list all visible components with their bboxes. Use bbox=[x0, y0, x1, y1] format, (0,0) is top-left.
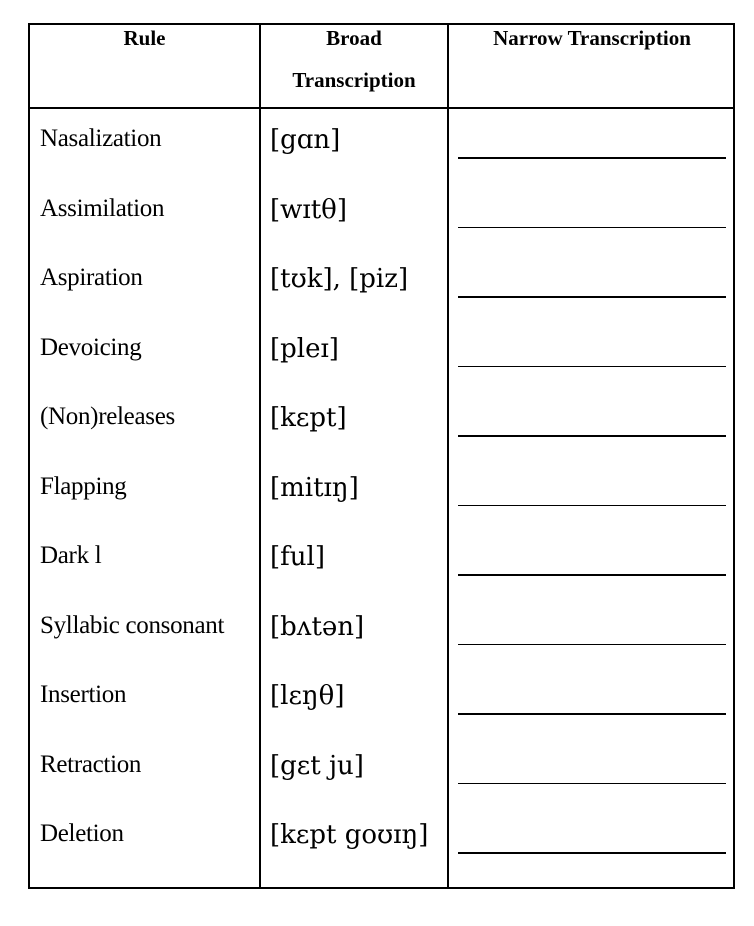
rule-name: Flapping bbox=[40, 472, 127, 500]
broad-transcription: [tʊk], [piz] bbox=[270, 264, 409, 294]
narrow-transcription-blank[interactable] bbox=[458, 644, 726, 646]
rule-name: Aspiration bbox=[40, 264, 143, 291]
rule-name: Assimilation bbox=[40, 194, 165, 222]
header-broad-line1: Broad bbox=[326, 26, 382, 50]
broad-transcription: [mitɪŋ] bbox=[270, 472, 359, 503]
table-row bbox=[30, 542, 733, 612]
broad-transcription: [lɛŋθ] bbox=[270, 681, 345, 711]
narrow-transcription-blank[interactable] bbox=[458, 296, 726, 298]
broad-transcription: [kɛpt goʊɪŋ] bbox=[270, 820, 429, 850]
rule-name: (Non)releases bbox=[40, 403, 175, 430]
narrow-transcription-blank[interactable] bbox=[458, 574, 726, 576]
rule-name: Syllabic consonant bbox=[40, 611, 225, 639]
narrow-transcription-blank[interactable] bbox=[458, 366, 726, 368]
broad-transcription: [gɛt ju] bbox=[270, 750, 364, 781]
header-broad-line2: Transcription bbox=[292, 68, 416, 92]
table-row bbox=[30, 751, 733, 821]
narrow-transcription-blank[interactable] bbox=[458, 852, 726, 854]
header-narrow: Narrow Transcription bbox=[493, 26, 691, 50]
narrow-transcription-blank[interactable] bbox=[458, 227, 726, 229]
table-row bbox=[30, 334, 733, 404]
rule-name: Devoicing bbox=[40, 333, 142, 361]
broad-transcription: [kɛpt] bbox=[270, 403, 347, 433]
broad-transcription: [bʌtən] bbox=[270, 611, 365, 642]
narrow-transcription-blank[interactable] bbox=[458, 713, 726, 715]
table-row bbox=[30, 195, 733, 265]
table-row bbox=[30, 264, 733, 334]
rule-name: Deletion bbox=[40, 820, 124, 847]
table-row bbox=[30, 820, 733, 890]
narrow-transcription-blank[interactable] bbox=[458, 783, 726, 785]
broad-transcription: [pleɪ] bbox=[270, 333, 339, 364]
rule-name: Nasalization bbox=[40, 125, 162, 152]
table-row bbox=[30, 681, 733, 751]
transcription-table bbox=[28, 23, 735, 889]
table-row bbox=[30, 612, 733, 682]
table-row bbox=[30, 403, 733, 473]
table-row bbox=[30, 125, 733, 195]
rule-name: Dark l bbox=[40, 542, 102, 569]
broad-transcription: [wɪtθ] bbox=[270, 194, 347, 225]
narrow-transcription-blank[interactable] bbox=[458, 157, 726, 159]
table-row bbox=[30, 473, 733, 543]
header-divider bbox=[30, 107, 733, 109]
rule-name: Insertion bbox=[40, 681, 127, 708]
header-rule: Rule bbox=[123, 26, 166, 50]
narrow-transcription-blank[interactable] bbox=[458, 435, 726, 437]
narrow-transcription-blank[interactable] bbox=[458, 505, 726, 507]
broad-transcription: [ful] bbox=[270, 542, 325, 572]
broad-transcription: [gɑn] bbox=[270, 125, 341, 155]
rule-name: Retraction bbox=[40, 750, 142, 778]
